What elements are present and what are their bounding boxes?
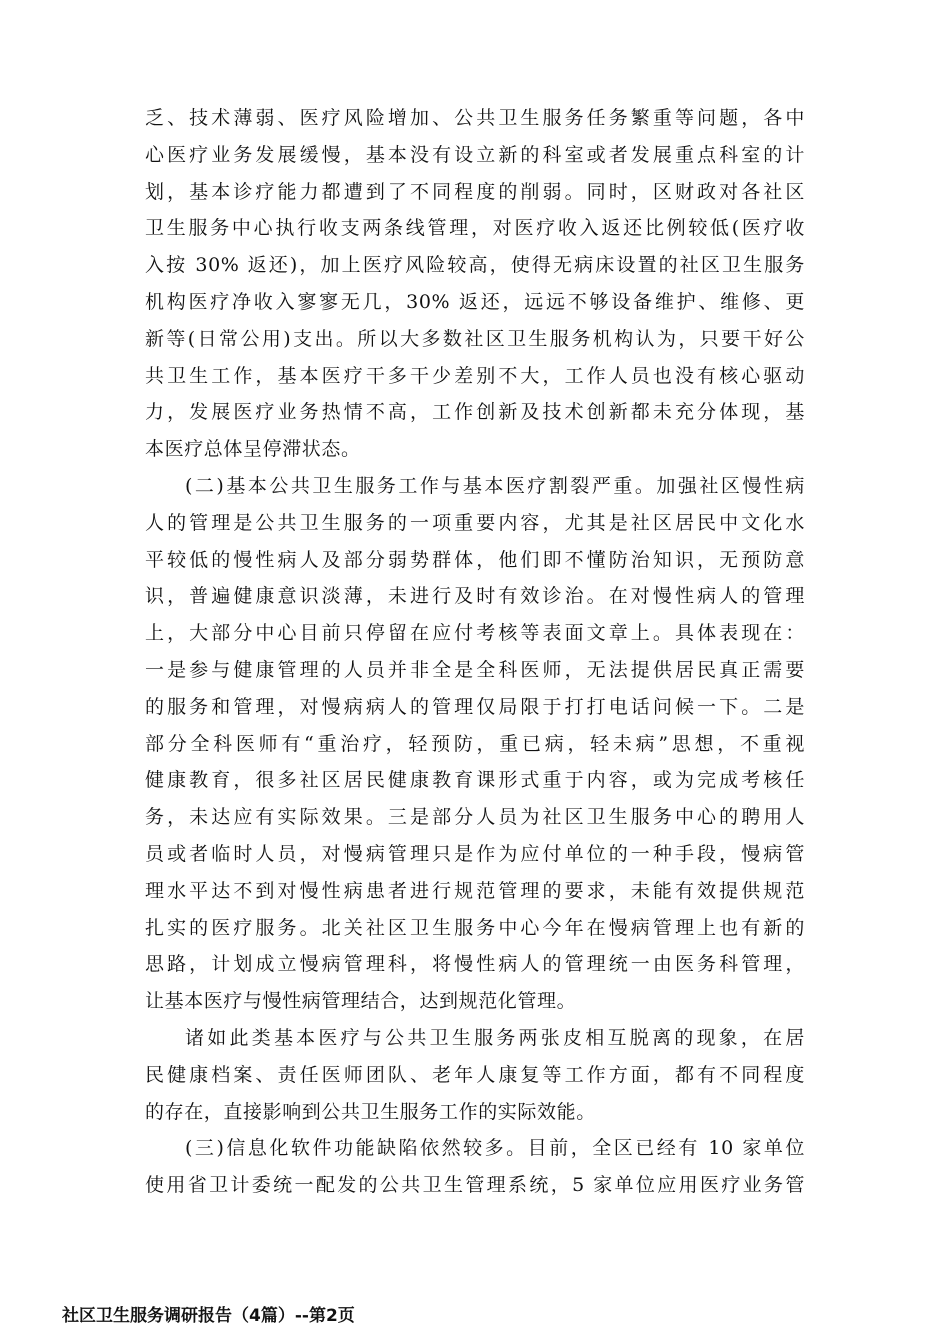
- text-line: 识，普遍健康意识淡薄，未进行及时有效诊治。在对慢性病人的管理: [145, 585, 805, 608]
- text-line: 人的管理是公共卫生服务的一项重要内容，尤其是社区居民中文化水: [145, 511, 805, 534]
- paragraph: [145, 1020, 805, 1130]
- text-line: 心医疗业务发展缓慢，基本没有设立新的科室或者发展重点科室的计: [145, 143, 805, 166]
- text-line: (三)信息化软件功能缺陷依然较多。目前，全区已经有 10 家单位: [185, 1137, 805, 1160]
- text-line: 共卫生工作，基本医疗干多干少差别不大，工作人员也没有核心驱动: [145, 364, 805, 387]
- paragraph: [145, 468, 805, 1020]
- text-line: 的存在，直接影响到公共卫生服务工作的实际效能。: [145, 1100, 596, 1123]
- text-line: 扎实的医疗服务。北关社区卫生服务中心今年在慢病管理上也有新的: [145, 916, 805, 939]
- text-line: 让基本医疗与慢性病管理结合，达到规范化管理。: [145, 990, 577, 1013]
- text-line: 入按 30% 返还)，加上医疗风险较高，使得无病床设置的社区卫生服务: [145, 254, 805, 277]
- text-line: 使用省卫计委统一配发的公共卫生管理系统，5 家单位应用医疗业务管: [145, 1174, 805, 1197]
- text-line: 思路，计划成立慢病管理科，将慢性病人的管理统一由医务科管理，: [145, 953, 805, 976]
- document-body: [145, 100, 805, 1204]
- text-line: 划，基本诊疗能力都遭到了不同程度的削弱。同时，区财政对各社区: [145, 180, 805, 203]
- text-line: 平较低的慢性病人及部分弱势群体，他们即不懂防治知识，无预防意: [145, 548, 805, 571]
- text-line: 的服务和管理，对慢病病人的管理仅局限于打打电话问候一下。二是: [145, 695, 805, 718]
- text-line: 上，大部分中心目前只停留在应付考核等表面文章上。具体表现在：: [145, 622, 805, 645]
- text-line: 新等(日常公用)支出。所以大多数社区卫生服务机构认为，只要干好公: [145, 327, 805, 350]
- text-line: 理水平达不到对慢性病患者进行规范管理的要求，未能有效提供规范: [145, 879, 805, 902]
- text-line: (二)基本公共卫生服务工作与基本医疗割裂严重。加强社区慢性病: [185, 474, 805, 497]
- text-line: 务，未达应有实际效果。三是部分人员为社区卫生服务中心的聘用人: [145, 806, 805, 829]
- paragraph: [145, 1130, 805, 1204]
- page-footer: 社区卫生服务调研报告（4篇）--第2页: [62, 1306, 355, 1326]
- text-line: 卫生服务中心执行收支两条线管理，对医疗收入返还比例较低(医疗收: [145, 217, 805, 240]
- text-line: 民健康档案、责任医师团队、老年人康复等工作方面，都有不同程度: [145, 1063, 805, 1086]
- text-line: 本医疗总体呈停滞状态。: [145, 438, 361, 461]
- text-line: 机构医疗净收入寥寥无几，30% 返还，远远不够设备维护、维修、更: [145, 290, 805, 313]
- text-line: 部分全科医师有“重治疗，轻预防，重已病，轻未病”思想，不重视: [145, 732, 805, 755]
- text-line: 一是参与健康管理的人员并非全是全科医师，无法提供居民真正需要: [145, 658, 805, 681]
- text-line: 员或者临时人员，对慢病管理只是作为应付单位的一种手段，慢病管: [145, 842, 805, 865]
- text-line: 力，发展医疗业务热情不高，工作创新及技术创新都未充分体现，基: [145, 401, 805, 424]
- text-line: 乏、技术薄弱、医疗风险增加、公共卫生服务任务繁重等问题，各中: [145, 107, 805, 129]
- text-line: 诸如此类基本医疗与公共卫生服务两张皮相互脱离的现象，在居: [185, 1026, 805, 1049]
- paragraph: [145, 100, 805, 468]
- text-line: 健康教育，很多社区居民健康教育课形式重于内容，或为完成考核任: [145, 769, 805, 792]
